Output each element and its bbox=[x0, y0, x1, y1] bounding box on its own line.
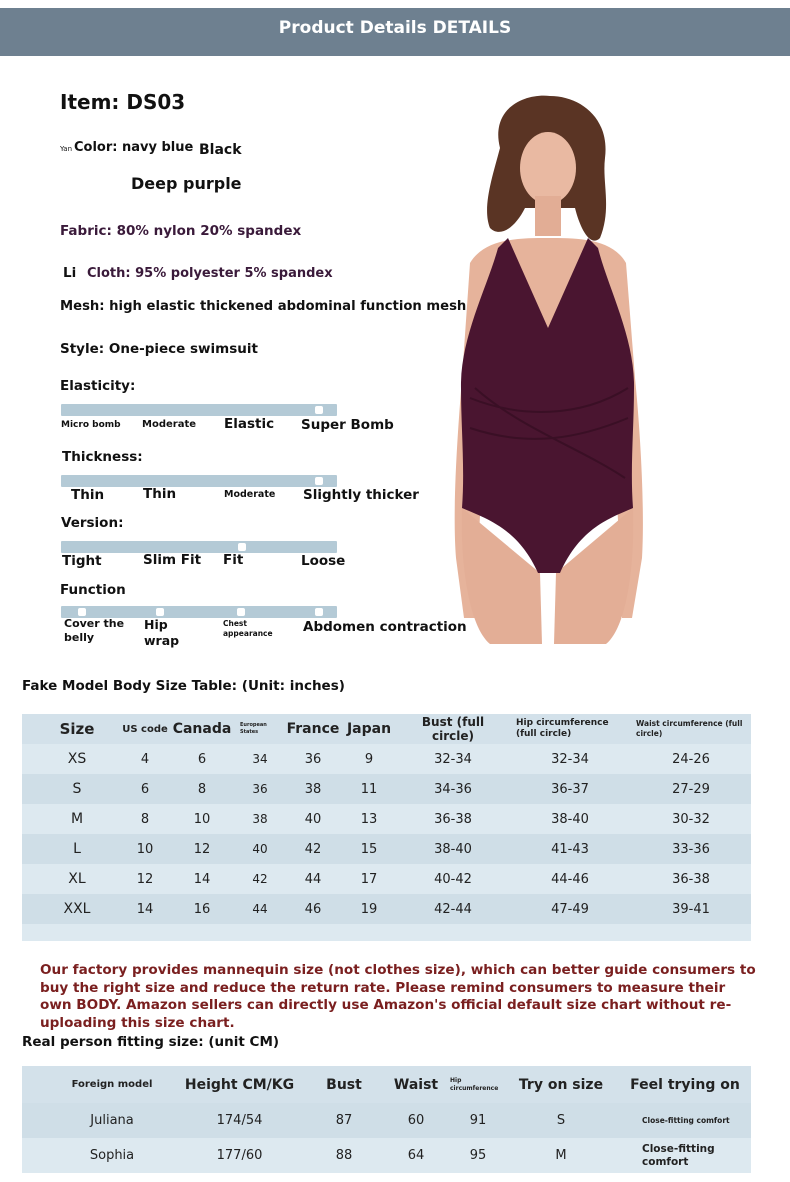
size-table-footer-strip bbox=[22, 924, 751, 941]
fitting-header-feel: Feel trying on bbox=[630, 1076, 740, 1093]
thickness-level-3: Moderate bbox=[224, 489, 276, 500]
size-table-row bbox=[22, 864, 751, 894]
size-header-european: European States bbox=[240, 722, 267, 735]
size-cell: 6 bbox=[140, 781, 150, 797]
fitting-cell: Close-fitting comfort bbox=[642, 1142, 715, 1168]
size-header-canada: Canada bbox=[172, 721, 232, 737]
size-cell: 47-49 bbox=[551, 901, 589, 917]
size-cell: 40 bbox=[252, 842, 268, 856]
function-level-1: Cover the belly bbox=[64, 617, 125, 644]
elasticity-level-2: Moderate bbox=[142, 419, 197, 430]
function-label: Function bbox=[60, 582, 126, 598]
color-deep-purple: Deep purple bbox=[131, 174, 242, 193]
item-title: Item: DS03 bbox=[60, 90, 186, 114]
color-black: Black bbox=[199, 142, 242, 158]
version-marker bbox=[238, 543, 246, 551]
size-cell: 32-34 bbox=[434, 751, 472, 767]
size-cell: 36-38 bbox=[434, 811, 472, 827]
size-cell: 36-37 bbox=[551, 781, 589, 797]
size-header-japan: Japan bbox=[346, 721, 392, 737]
size-table-header bbox=[22, 714, 751, 744]
fitting-cell: 87 bbox=[335, 1113, 353, 1128]
fitting-cell: Juliana bbox=[90, 1113, 134, 1128]
size-cell: 14 bbox=[193, 871, 211, 887]
elasticity-level-1: Micro bomb bbox=[61, 420, 121, 430]
elasticity-label: Elasticity: bbox=[60, 378, 136, 394]
size-table-row bbox=[22, 804, 751, 834]
size-cell: 39-41 bbox=[672, 901, 710, 917]
size-cell: 32-34 bbox=[551, 751, 589, 767]
size-table-row bbox=[22, 744, 751, 774]
size-table-row bbox=[22, 894, 751, 924]
function-marker-1 bbox=[78, 608, 86, 616]
size-cell: 33-36 bbox=[672, 841, 710, 857]
size-cell: 36 bbox=[252, 782, 268, 796]
elasticity-scale-bar bbox=[61, 404, 337, 416]
size-cell: 8 bbox=[140, 811, 150, 827]
size-cell: 40 bbox=[304, 811, 322, 827]
thickness-level-1: Thin bbox=[71, 487, 105, 503]
elasticity-level-4: Super Bomb bbox=[301, 417, 394, 433]
size-table-row bbox=[22, 834, 751, 864]
size-cell: 34 bbox=[252, 752, 268, 766]
function-level-3: Chest appearance bbox=[223, 619, 273, 638]
mesh-spec: Mesh: high elastic thickened abdominal function mesh bbox=[60, 299, 467, 314]
size-cell: 10 bbox=[193, 811, 211, 827]
size-header-size: Size bbox=[59, 720, 95, 738]
color-label: Color: navy blue bbox=[74, 140, 194, 155]
fitting-table-header bbox=[22, 1066, 751, 1103]
size-header-us: US code bbox=[122, 723, 168, 735]
size-cell: 24-26 bbox=[672, 751, 710, 767]
size-cell: 44 bbox=[304, 871, 322, 887]
size-cell: 9 bbox=[364, 751, 374, 767]
size-cell: M bbox=[70, 811, 84, 827]
size-cell: XXL bbox=[63, 901, 91, 917]
size-cell: 10 bbox=[136, 841, 154, 857]
size-header-waist: Waist circumference (full circle) bbox=[636, 719, 743, 738]
fitting-header-bust: Bust bbox=[326, 1076, 362, 1093]
size-cell: 38-40 bbox=[434, 841, 472, 857]
size-cell: S bbox=[72, 781, 82, 797]
thickness-level-4: Slightly thicker bbox=[303, 487, 419, 503]
size-header-bust: Bust (full circle) bbox=[421, 715, 485, 743]
color-prefix: Yan bbox=[60, 145, 73, 153]
size-cell: 30-32 bbox=[672, 811, 710, 827]
fitting-cell: M bbox=[555, 1148, 567, 1163]
elasticity-level-3: Elastic bbox=[224, 416, 275, 432]
neck-shape bbox=[535, 196, 561, 236]
size-cell: 16 bbox=[193, 901, 211, 917]
size-cell: 34-36 bbox=[434, 781, 472, 797]
size-cell: 42 bbox=[252, 872, 268, 886]
size-table-title: Fake Model Body Size Table: (Unit: inches) bbox=[22, 678, 345, 694]
function-marker-4 bbox=[315, 608, 323, 616]
lining-spec: Cloth: 95% polyester 5% spandex bbox=[87, 266, 333, 281]
size-cell: 44-46 bbox=[551, 871, 589, 887]
version-level-2: Slim Fit bbox=[143, 552, 202, 568]
size-cell: 41-43 bbox=[551, 841, 589, 857]
size-cell: 12 bbox=[136, 871, 154, 887]
fitting-cell: 91 bbox=[469, 1113, 487, 1128]
size-cell: 46 bbox=[304, 901, 322, 917]
thickness-label: Thickness: bbox=[62, 449, 143, 465]
face-shape bbox=[520, 132, 576, 204]
size-cell: XL bbox=[68, 871, 86, 887]
model-photo bbox=[430, 88, 665, 644]
fabric-spec: Fabric: 80% nylon 20% spandex bbox=[60, 223, 302, 239]
function-level-4: Abdomen contraction bbox=[303, 619, 467, 635]
function-level-2: Hip wrap bbox=[144, 617, 180, 648]
size-table-row bbox=[22, 774, 751, 804]
fitting-header-model: Foreign model bbox=[71, 1079, 153, 1090]
function-marker-3 bbox=[237, 608, 245, 616]
size-cell: 38 bbox=[252, 812, 268, 826]
size-cell: 13 bbox=[360, 811, 378, 827]
fitting-cell: 64 bbox=[407, 1148, 425, 1163]
version-level-4: Loose bbox=[301, 553, 346, 569]
fitting-cell: 177/60 bbox=[216, 1148, 263, 1163]
fitting-cell: 88 bbox=[335, 1148, 353, 1163]
function-marker-2 bbox=[156, 608, 164, 616]
fitting-table-title: Real person fitting size: (unit CM) bbox=[22, 1034, 280, 1050]
fitting-cell: 60 bbox=[407, 1113, 425, 1128]
size-table bbox=[22, 714, 751, 941]
lining-prefix: Li bbox=[63, 265, 77, 281]
fitting-header-waist: Waist bbox=[393, 1076, 439, 1093]
size-header-hip: Hip circumference (full circle) bbox=[516, 718, 609, 739]
fitting-cell: 174/54 bbox=[216, 1113, 263, 1128]
thickness-marker bbox=[315, 477, 323, 485]
size-cell: 27-29 bbox=[672, 781, 710, 797]
version-label: Version: bbox=[61, 515, 124, 531]
thickness-level-2: Thin bbox=[143, 486, 177, 502]
fitting-cell: Close-fitting comfort bbox=[642, 1116, 730, 1125]
size-cell: 17 bbox=[360, 871, 378, 887]
version-level-3: Fit bbox=[223, 552, 244, 568]
fitting-table-row bbox=[22, 1103, 751, 1138]
size-cell: 4 bbox=[140, 751, 150, 767]
version-level-1: Tight bbox=[62, 553, 102, 569]
fitting-table-row bbox=[22, 1138, 751, 1173]
elasticity-marker bbox=[315, 406, 323, 414]
factory-notice: Our factory provides mannequin size (not clothes size), which can better guide consumers to buy the right size and reduce the return rate. Please remind consumers to measure their own BODY. Amazon sellers can directly use Amazon's official default size chart without re-uploading this size chart. bbox=[40, 962, 756, 1031]
fitting-cell: S bbox=[556, 1113, 566, 1128]
thickness-scale-bar bbox=[61, 475, 337, 487]
fitting-cell: Sophia bbox=[89, 1148, 135, 1163]
fitting-header-hip: Hip circumference bbox=[450, 1076, 499, 1092]
size-cell: 40-42 bbox=[434, 871, 472, 887]
size-cell: 19 bbox=[360, 901, 378, 917]
size-cell: 14 bbox=[136, 901, 154, 917]
size-cell: 42-44 bbox=[434, 901, 472, 917]
size-cell: 8 bbox=[197, 781, 207, 797]
size-header-france: France bbox=[286, 721, 340, 737]
size-cell: 36 bbox=[304, 751, 322, 767]
style-spec: Style: One-piece swimsuit bbox=[60, 341, 258, 357]
size-cell: 11 bbox=[360, 781, 378, 797]
size-cell: 42 bbox=[304, 841, 322, 857]
size-cell: 6 bbox=[197, 751, 207, 767]
banner-title: Product Details DETAILS bbox=[278, 18, 512, 38]
size-cell: XS bbox=[67, 751, 87, 767]
fitting-header-tryon: Try on size bbox=[518, 1076, 604, 1093]
size-cell: 38 bbox=[304, 781, 322, 797]
size-cell: 38-40 bbox=[551, 811, 589, 827]
size-cell: 15 bbox=[360, 841, 378, 857]
fitting-table bbox=[22, 1066, 751, 1173]
size-cell: 12 bbox=[193, 841, 211, 857]
size-cell: L bbox=[73, 841, 81, 857]
fitting-cell: 95 bbox=[469, 1148, 487, 1163]
size-cell: 44 bbox=[252, 902, 268, 916]
size-cell: 36-38 bbox=[672, 871, 710, 887]
fitting-header-height: Height CM/KG bbox=[184, 1076, 295, 1093]
